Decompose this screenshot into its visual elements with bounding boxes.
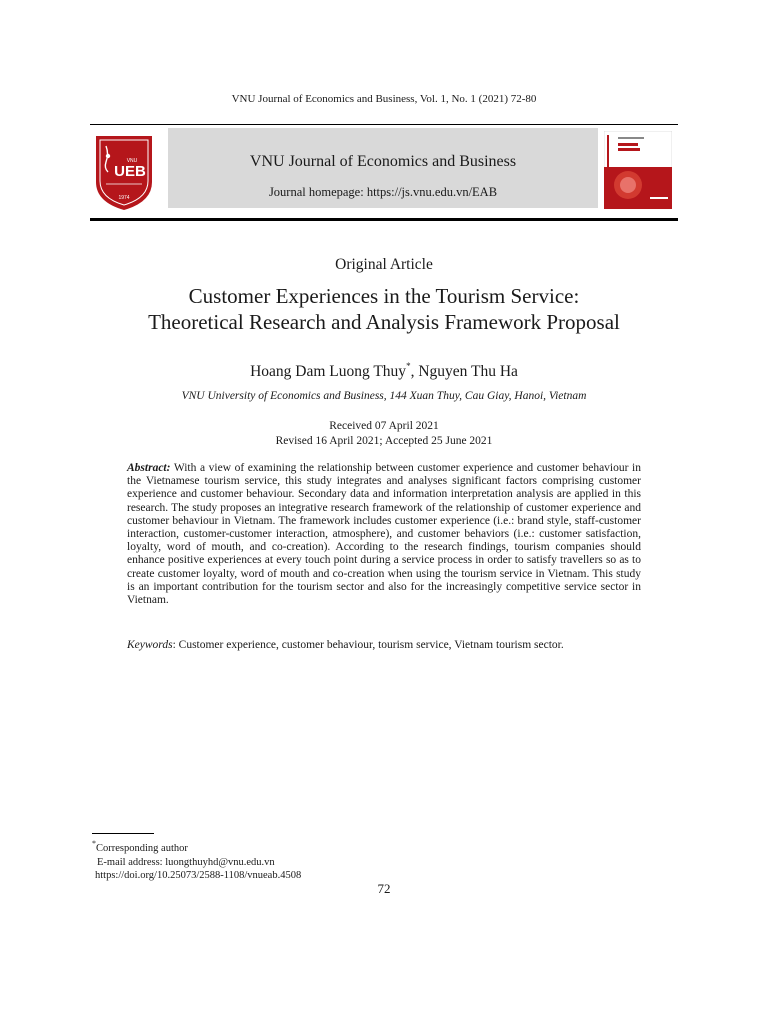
footnote-rule [92, 833, 154, 834]
received-date: Received 07 April 2021 [329, 420, 439, 432]
article-type: Original Article [335, 256, 433, 273]
logo-top-text: VNU [126, 158, 138, 164]
keywords [127, 638, 641, 652]
title-line-2: Theoretical Research and Analysis Framework Proposal [148, 310, 620, 334]
abstract-label: Abstract: [127, 462, 171, 474]
author-name: Hoang Dam Luong Thuy [250, 363, 407, 380]
affiliation: VNU University of Economics and Business, 144 Xuan Thuy, Cau Giay, Hanoi, Vietnam [181, 390, 587, 402]
header-rule [90, 124, 678, 125]
journal-homepage[interactable]: Journal homepage: https://js.vnu.edu.vn/EAB [268, 185, 498, 199]
journal-name: VNU Journal of Economics and Business [249, 153, 517, 170]
keywords-text: : Customer experience, customer behaviour, tourism service, Vietnam tourism sector. [172, 639, 564, 651]
author-list [0, 361, 768, 381]
article-title [0, 283, 768, 335]
email-address[interactable]: E-mail address: luongthuyhd@vnu.edu.vn [97, 856, 275, 868]
corresponding-author-label: Corresponding author [96, 843, 188, 854]
revised-accepted-dates: Revised 16 April 2021; Accepted 25 June 2021 [275, 435, 493, 447]
abstract [127, 462, 641, 607]
author-name: Nguyen Thu Ha [418, 363, 518, 380]
journal-cover-image [604, 131, 672, 209]
abstract-text: With a view of examining the relationship between customer experience and customer behaviour in the Vietnamese tourism service, this study integrates and analyses significant factors comprising customer experience and customer behaviour. Secondary data and information interpretation analysis are applied in this research. The study proposes an integrative research framework of the relationship of customer experience and customer behaviour in Vietnam. The framework includes customer experience (i.e.: brand style, staff-customer interaction, customer-customer interaction, atmosphere), and customer behaviors (i.e.: customer satisfaction, loyalty, word of mouth, and co-creation). According to the research findings, tourism companies should enhance positive experiences at every touch point during a service process in order to satisfy travellers so as to create customer loyalty, word of mouth and co-creation when using the tourism service in Vietnam. This study is an important contribution for the tourism sector and also for the increasingly competitive service sector in Vietnam. [127, 462, 641, 607]
article-dates [0, 419, 768, 449]
ueb-logo [92, 132, 156, 212]
logo-year: 1974 [118, 195, 130, 201]
corresponding-author-note [92, 837, 492, 856]
footnote-mark: * [92, 839, 96, 848]
page-number: 72 [377, 881, 391, 896]
logo-main-text: UEB [114, 163, 146, 180]
title-line-1: Customer Experiences in the Tourism Service: [188, 284, 580, 308]
doi-link[interactable]: https://doi.org/10.25073/2588-1108/vnueab.4508 [95, 870, 302, 881]
footnotes [92, 837, 492, 883]
author-separator: , [410, 363, 419, 380]
keywords-label: Keywords [127, 639, 173, 651]
banner-rule [90, 218, 678, 221]
corresponding-mark: * [406, 361, 411, 371]
running-header: VNU Journal of Economics and Business, Vol. 1, No. 1 (2021) 72-80 [231, 93, 537, 105]
